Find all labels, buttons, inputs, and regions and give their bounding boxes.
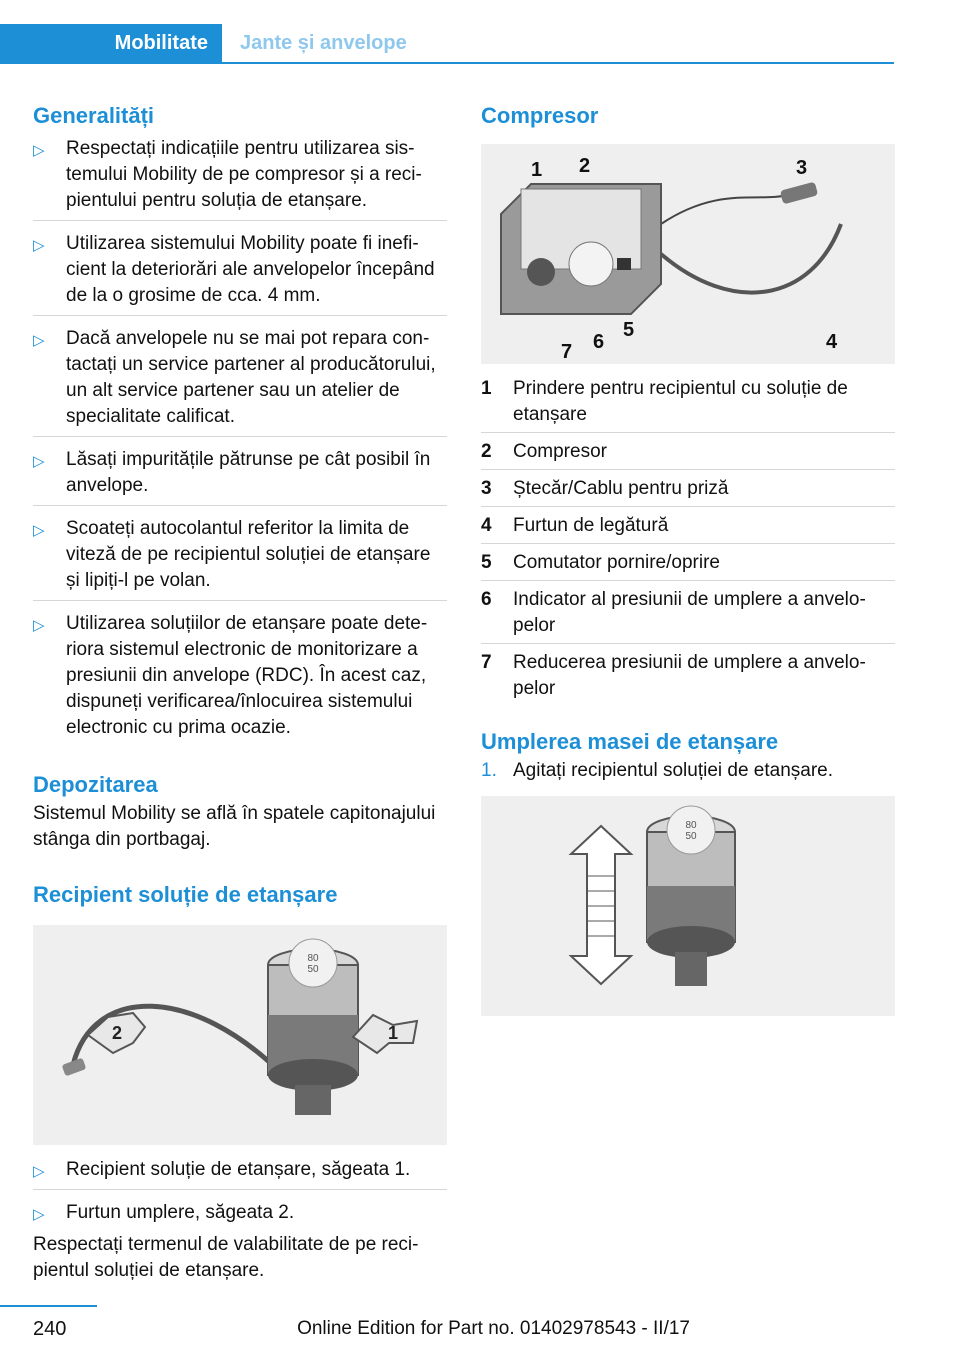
svg-text:1: 1 [531,159,543,181]
list-item: 3 Ștecăr/Cablu pentru priză [481,476,895,507]
triangle-bullet-icon: ▷ [33,237,45,254]
triangle-bullet-icon: ▷ [33,617,45,634]
triangle-bullet-icon: ▷ [33,1206,45,1223]
list-item: ▷ Recipient soluție de etanșare, săgeata 1. [33,1157,447,1190]
list-item: 4 Furtun de legătură [481,513,895,544]
sealant-container-figure [33,925,447,1145]
fill-steps-list [481,758,895,788]
general-list [33,136,447,747]
tab-mobilitate[interactable]: Mobilitate [0,24,222,62]
heading-compresor: Compresor [481,103,599,128]
svg-text:50: 50 [685,831,697,842]
container-note: Respectați termenul de valabilitate de pe recipientul soluției de etanșare. [33,1234,419,1281]
gauge-bottom-value: 50 [307,964,319,975]
container-list [33,1157,447,1232]
list-item: 6 Indicator al presiunii de umplere a anvelopelor [481,587,895,644]
heading-depozitarea: Depozitarea [33,772,158,797]
shake-illustration [481,796,895,1016]
heading-recipient: Recipient soluție de etanșare [33,882,338,907]
svg-text:6: 6 [593,331,605,353]
svg-text:7: 7 [561,341,573,363]
list-item: ▷ Scoateți autocolantul referitor la limita de viteză de pe recipientul soluției de etanșare și lipiți-l pe volan. [33,516,447,601]
triangle-bullet-icon: ▷ [33,1163,45,1180]
triangle-bullet-icon: ▷ [33,453,45,470]
shake-figure [481,796,895,1016]
svg-text:5: 5 [623,319,635,341]
list-item: ▷ Respectați indicațiile pentru utilizarea sistemului Mobility de pe compresor și a recipientului pentru soluția de etanșare. [33,136,447,221]
section-tab-bar [0,24,894,64]
svg-text:3: 3 [796,157,808,179]
list-item: 7 Reducerea presiunii de umplere a anvelopelor [481,652,866,699]
footer-rule [0,1305,97,1307]
list-item: 1. Agitați recipientul soluției de etanșare. [481,760,834,781]
arrow-1-icon [353,1015,417,1053]
svg-text:1: 1 [387,1023,399,1043]
compressor-parts-list [481,376,895,706]
list-item: ▷ Furtun umplere, săgeata 2. [33,1200,447,1232]
page-number: 240 [33,1318,67,1340]
compressor-figure [481,144,895,364]
list-item: ▷ Utilizarea soluțiilor de etanșare poate deteriora sistemul electronic de monitorizare a presiunii din anvelope (RDC). În acest caz, dispuneți verificarea/înlocuirea sistemului electronic cu prima ocazie. [33,613,428,738]
list-item: ▷ Utilizarea sistemului Mobility poate fi ineficient la deteriorări ale anvelopelor începând de la o grosime de cca. 4 mm. [33,231,447,316]
triangle-bullet-icon: ▷ [33,142,45,159]
left-column [33,100,447,1284]
list-item: 2 Compresor [481,439,895,470]
list-item: ▷ Lăsați impuritățile pătrunse pe cât posibil în anvelope. [33,447,447,506]
svg-text:80: 80 [685,820,697,831]
heading-umplerea: Umplerea masei de etanșare [481,729,779,754]
triangle-bullet-icon: ▷ [33,332,45,349]
gauge-top-value: 80 [307,953,319,964]
storage-text: Sistemul Mobility se află în spatele capitonajului stânga din portbagaj. [33,803,436,850]
tab-jante-anvelope[interactable]: Jante și anvelope [240,32,407,54]
compressor-illustration [481,144,895,364]
list-item: 1 Prindere pentru recipientul cu soluție de etanșare [481,376,895,433]
svg-text:2: 2 [111,1023,123,1043]
sealant-container-illustration [33,925,447,1145]
right-column [481,100,895,1016]
double-arrow-icon [571,826,631,984]
edition-text: Online Edition for Part no. 01402978543 - II/17 [297,1318,690,1339]
list-item: ▷ Dacă anvelopele nu se mai pot repara contactați un service partener al producătorului, un alt service partener sau un atelier de specialitate calificat. [33,326,447,437]
triangle-bullet-icon: ▷ [33,522,45,539]
svg-text:2: 2 [579,155,591,177]
heading-generalitati: Generalități [33,103,155,128]
list-item: 5 Comutator pornire/oprire [481,550,895,581]
svg-text:4: 4 [826,331,838,353]
